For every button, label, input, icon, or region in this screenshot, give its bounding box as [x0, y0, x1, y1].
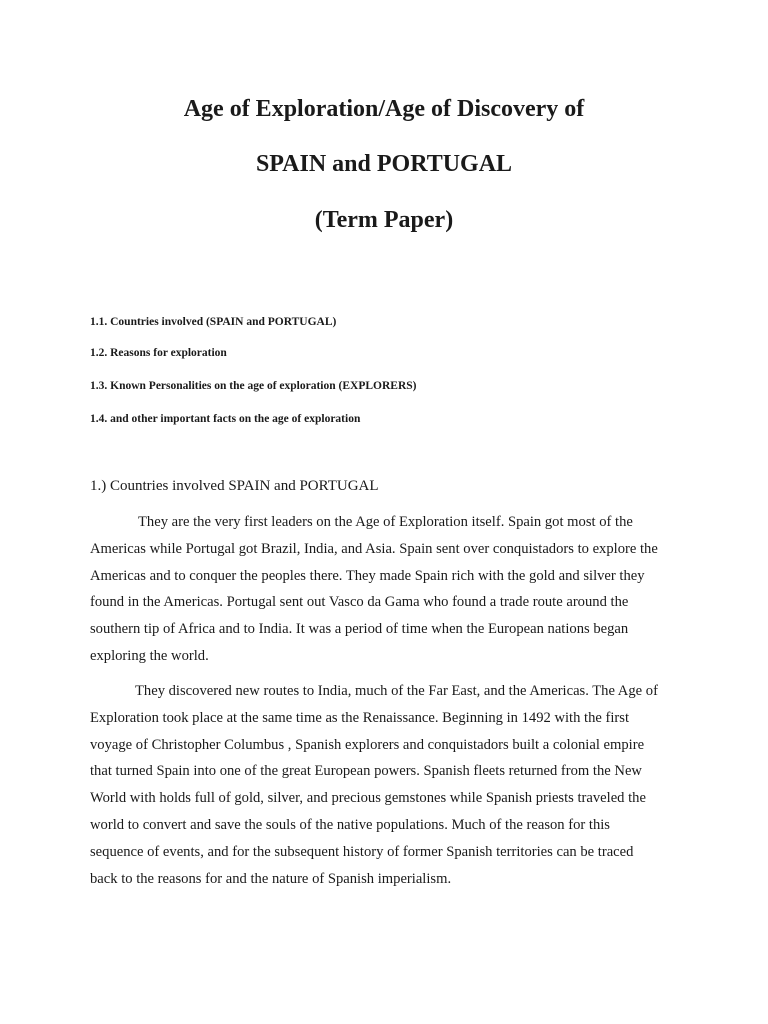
paragraph-line: World with holds full of gold, silver, and precious gemstones while Spanish priests traveled the	[90, 790, 646, 807]
body-paragraph-1	[90, 509, 690, 670]
document-title-line-2: SPAIN and PORTUGAL	[255, 151, 513, 177]
toc-item: 1.3. Known Personalities on the age of exploration (EXPLORERS)	[90, 380, 417, 392]
toc-item: 1.1. Countries involved (SPAIN and PORTUGAL)	[90, 316, 337, 328]
paragraph-line: that turned Spain into one of the great European powers. Spanish fleets returned from the New	[90, 763, 642, 780]
paragraph-line: Exploration took place at the same time as the Renaissance. Beginning in 1492 with the first	[90, 709, 630, 726]
paragraph-line: found in the Americas. Portugal sent out Vasco da Gama who found a trade route around the	[90, 594, 629, 611]
toc-item: 1.2. Reasons for exploration	[90, 347, 227, 359]
body-paragraph-2	[90, 678, 690, 892]
paragraph-line: world to convert and save the souls of the native populations. Much of the reason for this	[90, 816, 610, 833]
document-title-line-1: Age of Exploration/Age of Discovery of	[183, 96, 585, 122]
paragraph-line: Americas and to conquer the peoples there. They made Spain rich with the gold and silver they	[90, 567, 645, 584]
toc-item: 1.4. and other important facts on the age of exploration	[90, 413, 361, 425]
document-title-line-3: (Term Paper)	[314, 207, 454, 233]
paragraph-line: Americas while Portugal got Brazil, India, and Asia. Spain sent over conquistadors to explore the	[90, 540, 658, 557]
paragraph-line: exploring the world.	[90, 647, 209, 664]
paragraph-line: They are the very first leaders on the Age of Exploration itself. Spain got most of the	[138, 514, 633, 530]
paragraph-line: southern tip of Africa and to India. It was a period of time when the European nations began	[90, 621, 629, 638]
paragraph-line: back to the reasons for and the nature of Spanish imperialism.	[90, 870, 452, 887]
paragraph-line: sequence of events, and for the subsequent history of former Spanish territories can be traced	[90, 843, 634, 860]
section-heading: 1.) Countries involved SPAIN and PORTUGAL	[90, 478, 379, 494]
paragraph-line: voyage of Christopher Columbus , Spanish explorers and conquistadors built a colonial empire	[90, 736, 645, 753]
paragraph-line: They discovered new routes to India, much of the Far East, and the Americas. The Age of	[135, 683, 658, 699]
